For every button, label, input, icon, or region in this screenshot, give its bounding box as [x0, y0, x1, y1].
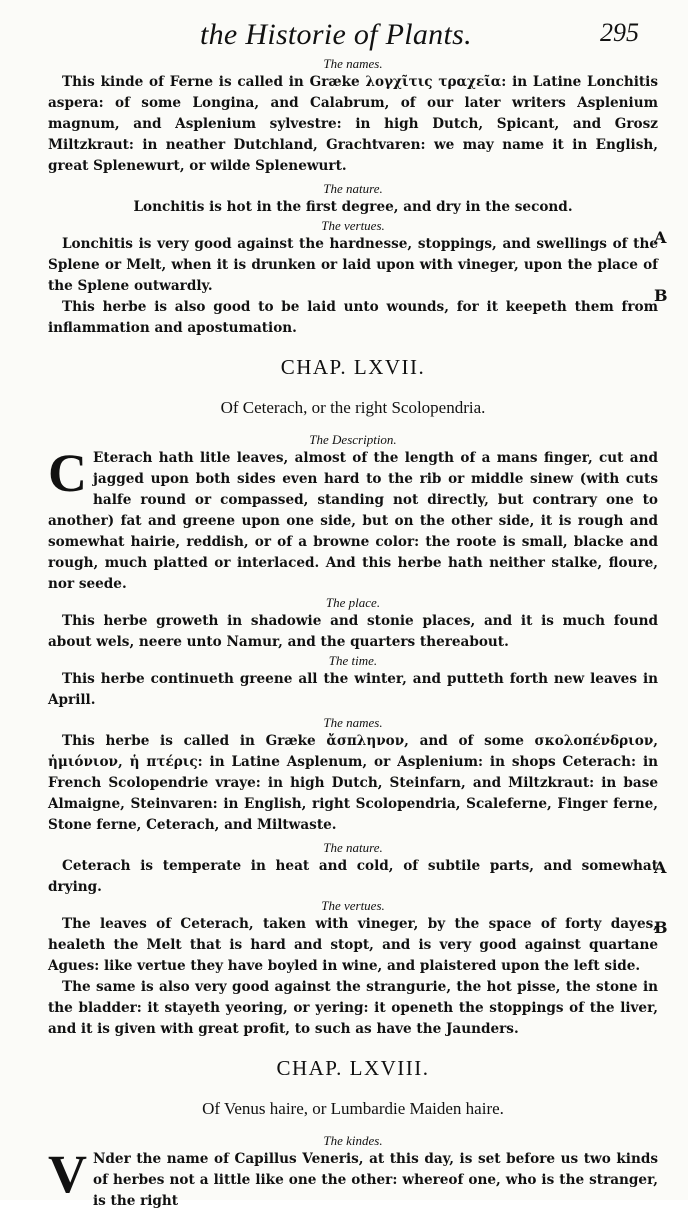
vertues-paragraph-2b: The same is also very good against the strangurie, the hot pisse, the stone in the bladder: it stayeth yeoring, or yering: it openeth the stoppings of the liver, and it is given with great profit, to such as have the Jaunders.	[48, 979, 658, 1037]
nature-heading-2: The nature.	[323, 840, 383, 855]
vertues-paragraph-2a: The leaves of Ceterach, taken with vineger, by the space of forty dayes, healeth the Melt that is hard and stopt, and is very good against quartane Agues: like vertue they have boyled in wine, and plaistered upon the left side.	[48, 916, 658, 974]
place-paragraph: This herbe groweth in shadowie and stonie places, and it is much found about wels, neere unto Namur, and the quarters thereabout.	[48, 613, 658, 650]
names-heading: The names.	[323, 56, 383, 71]
vertues-paragraph-a: Lonchitis is very good against the hardnesse, stoppings, and swellings of the Splene or Melt, when it is drunken or laid upon with vineger, upon the place of the Splene outwardly.	[48, 236, 658, 294]
chapter-heading-2: CHAP. LXVIII.	[276, 1056, 430, 1080]
nature-paragraph-2: Ceterach is temperate in heat and cold, of subtile parts, and somewhat drying.	[48, 858, 658, 895]
vertues-heading-2: The vertues.	[321, 898, 385, 913]
page-number: 295	[600, 18, 639, 47]
chapter-subtitle: Of Ceterach, or the right Scolopendria.	[220, 398, 486, 417]
place-heading: The place.	[325, 595, 381, 610]
names-paragraph-2: This herbe is called in Græke ἄσπληνον, and of some σκολοπένδριον, ἡμιόνιον, ἡ πτέρις: in Latine Asplenum, or Asplenium: in shops Ceterach: in French Scolopendrie vraye: in high Dutch, Steinfarn, and Miltzkraut: in base Almaigne, Steinvaren: in English, right Scolopendria, Scaleferne, Finger ferne, Stone ferne, Ceterach, and Miltwaste.	[48, 733, 658, 833]
vertues-paragraph-b: This herbe is also good to be laid unto wounds, for it keepeth them from inflammation and apostumation.	[48, 299, 658, 336]
description-text: Eterach hath litle leaves, almost of the length of a mans finger, cut and jagged upon both sides even hard to the rib or middle sinew (with cuts halfe round or compassed, standing not directly, but contrary one to another) fat and greene upon one side, but on the other side, it is rough and somewhat hairie, reddish, or of a browne color: the roote is small, blacke and rough, much platted or interlaced. And this herbe hath neither stalke, floure, nor seede.	[48, 450, 658, 592]
description-paragraph	[48, 443, 658, 595]
nature-heading: The nature.	[323, 181, 383, 196]
running-title: the Historie of Plants.	[200, 18, 472, 51]
vertues-heading: The vertues.	[321, 218, 385, 233]
margin-letter-b-2: B	[654, 918, 668, 937]
margin-letter-a-2: A	[654, 858, 667, 877]
margin-letter-b: B	[654, 286, 668, 305]
kindes-text: Nder the name of Capillus Veneris, at this day, is set before us two kinds of herbes not a little like one the other: whereof one, who is the stranger, is the right	[93, 1151, 658, 1209]
chapter-subtitle-2: Of Venus haire, or Lumbardie Maiden haire.	[202, 1099, 504, 1118]
page-body	[48, 56, 658, 1212]
running-head	[0, 14, 688, 54]
drop-cap: C	[48, 443, 87, 503]
margin-letter-a: A	[654, 228, 667, 247]
names-heading-2: The names.	[323, 715, 383, 730]
description-heading: The Description.	[309, 432, 397, 447]
kindes-paragraph	[48, 1144, 658, 1212]
kindes-heading: The kindes.	[323, 1133, 383, 1148]
nature-paragraph: Lonchitis is hot in the first degree, and dry in the second.	[133, 199, 573, 215]
drop-cap-2: V	[48, 1144, 87, 1204]
names-paragraph: This kinde of Ferne is called in Græke λογχῖτις τραχεῖα: in Latine Lonchitis aspera: of some Longina, and Calabrum, of our later writers Asplenium magnum, and Asplenium sylvestre: in high Dutch, Spicant, and Grosz Miltzkraut: in neather Dutchland, Grachtvaren: we may name it in English, great Splenewurt, or wilde Splenewurt.	[48, 74, 658, 174]
time-paragraph: This herbe continueth greene all the winter, and putteth forth new leaves in Aprill.	[48, 671, 658, 708]
time-heading: The time.	[328, 653, 378, 668]
chapter-heading: CHAP. LXVII.	[280, 355, 426, 379]
